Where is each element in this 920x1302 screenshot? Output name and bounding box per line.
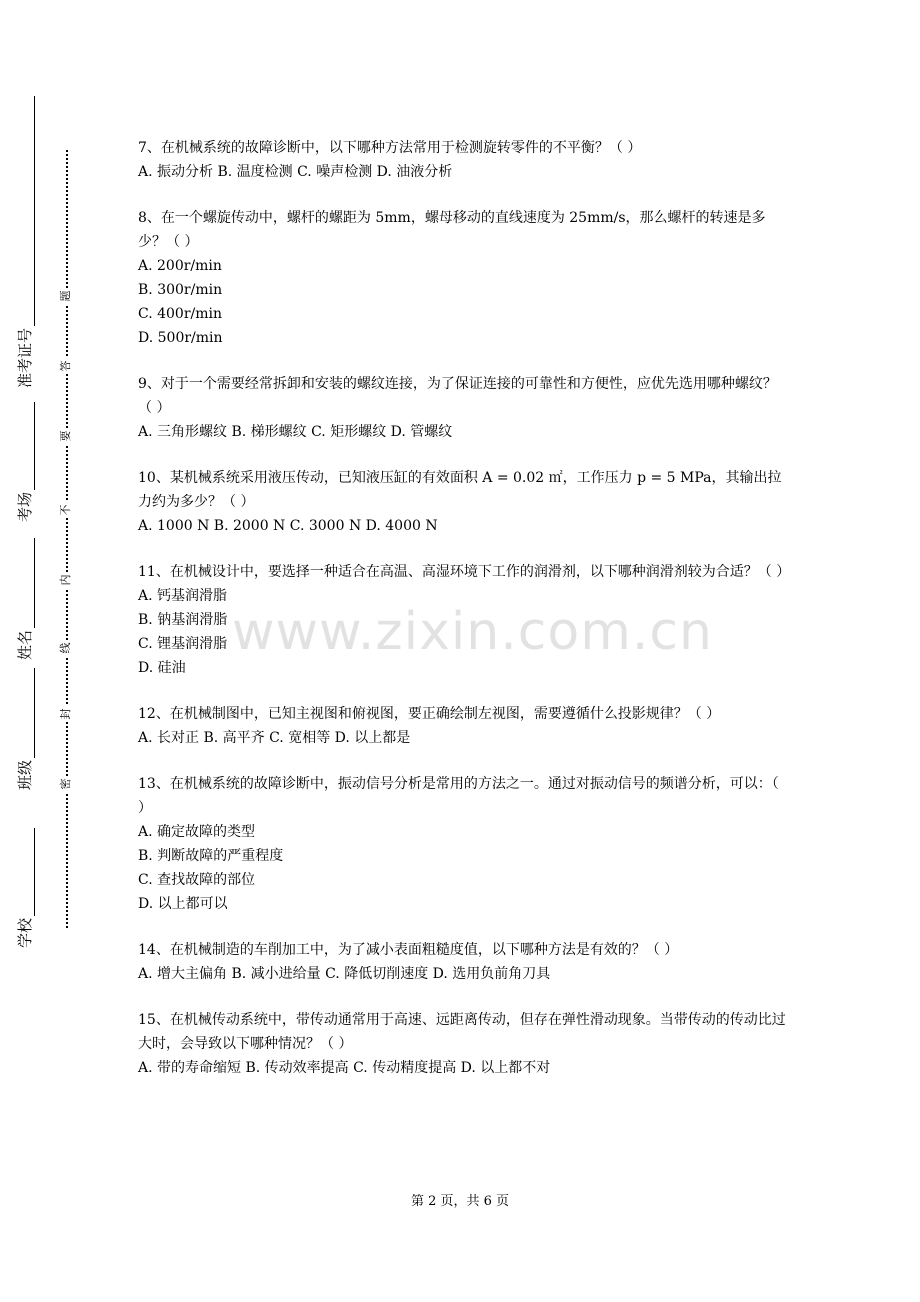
- question-text: 9、对于一个需要经常拆卸和安装的螺纹连接，为了保证连接的可靠性和方便性，应优先选用哪种螺纹？（ ）: [138, 376, 777, 416]
- option-d: D. 500r/min: [138, 330, 223, 346]
- seal-char: 内: [58, 572, 74, 588]
- seal-char: 封: [58, 706, 74, 722]
- question-text: 11、在机械设计中，要选择一种适合在高温、高湿环境下工作的润滑剂，以下哪种润滑剂较为合适？（ ）: [138, 564, 791, 580]
- question-text: 7、在机械系统的故障诊断中，以下哪种方法常用于检测旋转零件的不平衡？（ ）: [138, 140, 642, 156]
- class-field[interactable]: [14, 668, 35, 790]
- option-a: A. 200r/min: [138, 258, 222, 274]
- question-text: 13、在机械系统的故障诊断中，振动信号分析是常用的方法之一。通过对振动信号的频谱分析，可以：（ ）: [138, 776, 779, 816]
- question-text: 15、在机械传动系统中，带传动通常用于高速、远距离传动，但存在弹性滑动现象。当带传动的传动比过大时，会导致以下哪种情况？（ ）: [138, 1012, 786, 1052]
- question-7: [138, 136, 790, 184]
- name-blank[interactable]: [20, 538, 35, 628]
- option-a: A. 确定故障的类型: [138, 824, 256, 840]
- question-14: [138, 938, 790, 986]
- options: [138, 514, 790, 538]
- option-b: B. 300r/min: [138, 282, 223, 298]
- class-label: 班级: [16, 759, 34, 790]
- seal-char: 线: [58, 640, 74, 656]
- question-15: [138, 1008, 790, 1080]
- question-text: 12、在机械制图中，已知主视图和俯视图，要正确绘制左视图，需要遵循什么投影规律？（ ）: [138, 706, 721, 722]
- question-8: [138, 206, 790, 350]
- exam-room-blank[interactable]: [20, 402, 35, 490]
- question-12: [138, 702, 790, 750]
- name-field[interactable]: [14, 538, 35, 660]
- question-13: [138, 772, 790, 916]
- question-text: 8、在一个螺旋传动中，螺杆的螺距为 5mm，螺母移动的直线速度为 25mm/s，那么螺杆的转速是多少？（ ）: [138, 210, 766, 250]
- option-line: A. 带的寿命缩短 B. 传动效率提高 C. 传动精度提高 D. 以上都不对: [138, 1060, 551, 1076]
- question-9: [138, 372, 790, 444]
- option-c: C. 400r/min: [138, 306, 223, 322]
- admission-number-blank[interactable]: [20, 96, 35, 326]
- page-footer: 第 2 页，共 6 页: [410, 1194, 510, 1209]
- question-text: 10、某机械系统采用液压传动，已知液压缸的有效面积 A = 0.02 ㎡，工作压力 p = 5 MPa，其输出拉力约为多少？（ ）: [138, 470, 782, 510]
- option-line: A. 三角形螺纹 B. 梯形螺纹 C. 矩形螺纹 D. 管螺纹: [138, 424, 453, 440]
- admission-number-field[interactable]: [14, 96, 35, 388]
- school-blank[interactable]: [20, 828, 35, 916]
- option-d: D. 硅油: [138, 660, 186, 676]
- options: [138, 160, 790, 184]
- options: [138, 420, 790, 444]
- school-field[interactable]: [14, 828, 35, 948]
- exam-room-label: 考场: [16, 491, 34, 522]
- option-b: B. 判断故障的严重程度: [138, 848, 284, 864]
- question-10: [138, 466, 790, 538]
- option-a: A. 钙基润滑脂: [138, 588, 228, 604]
- option-c: C. 锂基润滑脂: [138, 636, 228, 652]
- option-c: C. 查找故障的部位: [138, 872, 256, 888]
- seal-char: 不: [58, 502, 74, 518]
- seal-dotted-line: [66, 150, 68, 928]
- option-line: A. 1000 N B. 2000 N C. 3000 N D. 4000 N: [138, 518, 438, 534]
- seal-char: 题: [58, 288, 74, 304]
- question-text: 14、在机械制造的车削加工中，为了减小表面粗糙度值，以下哪种方法是有效的？（ ）: [138, 942, 679, 958]
- seal-char: 要: [58, 428, 74, 444]
- options: [138, 254, 790, 350]
- options: [138, 820, 790, 916]
- exam-room-field[interactable]: [14, 402, 35, 522]
- class-blank[interactable]: [20, 668, 35, 758]
- seal-char: 答: [58, 358, 74, 374]
- watermark: www.zixin.com.cn: [232, 602, 713, 662]
- binding-margin: [0, 0, 90, 1302]
- options: [138, 962, 790, 986]
- school-label: 学校: [16, 917, 34, 948]
- options: [138, 1056, 790, 1080]
- option-d: D. 以上都可以: [138, 896, 228, 912]
- option-line: A. 增大主偏角 B. 减小进给量 C. 降低切削速度 D. 选用负前角刀具: [138, 966, 551, 982]
- option-line: A. 长对正 B. 高平齐 C. 宽相等 D. 以上都是: [138, 730, 411, 746]
- admission-number-label: 准考证号: [16, 327, 34, 388]
- option-b: B. 钠基润滑脂: [138, 612, 228, 628]
- option-line: A. 振动分析 B. 温度检测 C. 噪声检测 D. 油液分析: [138, 164, 453, 180]
- options: [138, 726, 790, 750]
- name-label: 姓名: [16, 629, 34, 660]
- seal-char: 密: [58, 776, 74, 792]
